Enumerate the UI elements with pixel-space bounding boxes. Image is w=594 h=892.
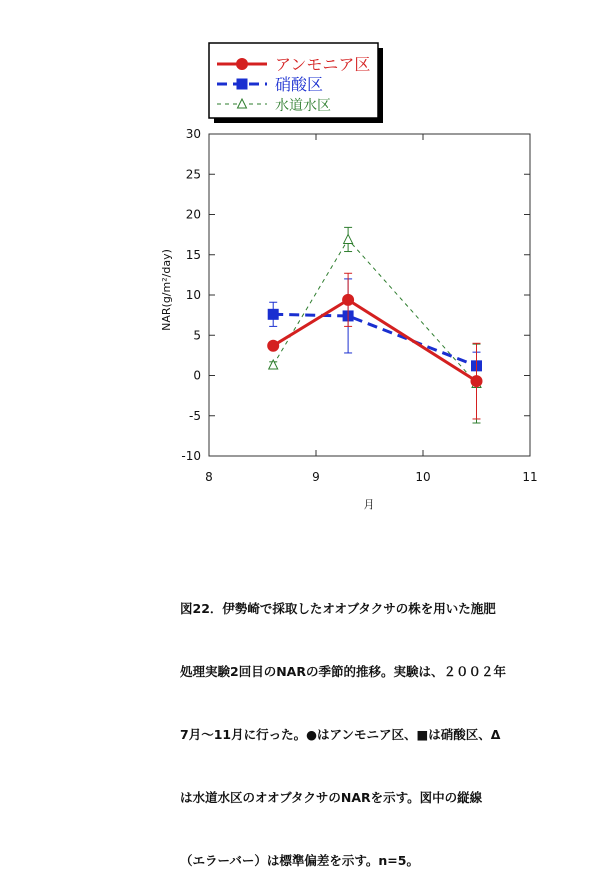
legend-label: 硝酸区 [275, 75, 324, 94]
y-tick-label: 5 [193, 328, 201, 343]
series-line [273, 300, 476, 381]
y-tick-label: 0 [193, 368, 201, 383]
y-tick-label: 15 [185, 247, 201, 262]
legend-label: 水道水区 [275, 98, 331, 114]
y-tick-label: 30 [185, 127, 201, 141]
plot-frame [209, 134, 530, 456]
series-line [273, 314, 476, 366]
x-tick-label: 9 [312, 470, 320, 484]
y-tick-label: 25 [185, 167, 201, 182]
x-tick-label: 11 [522, 470, 538, 484]
y-tick-label: 10 [185, 288, 201, 302]
data-point [344, 234, 353, 243]
series-layer [268, 227, 482, 423]
caption-line: 図22．伊勢崎で採取したオオブタクサの株を用いた施肥 [180, 601, 496, 616]
series-0 [268, 273, 482, 419]
data-point [268, 340, 279, 351]
figure-caption [180, 556, 580, 892]
data-point [471, 376, 482, 387]
caption-line: は水道水区のオオブタクサのNARを示す。図中の縦線 [180, 790, 483, 805]
legend [209, 43, 383, 123]
x-tick-label: 8 [205, 470, 213, 484]
y-tick-label: 20 [185, 207, 201, 222]
x-tick-label: 10 [415, 470, 431, 484]
y-tick-label: -10 [181, 449, 201, 463]
x-axis-label: 月 [363, 498, 375, 511]
y-tick-label: -5 [189, 408, 201, 423]
data-point [237, 79, 247, 89]
data-point [268, 309, 278, 319]
caption-line: 処理実験2回目のNARの季節的推移。実験は、２００２年 [180, 664, 506, 679]
y-axis-label: NAR(g/m²/day) [160, 249, 173, 331]
legend-label: アンモニア区 [275, 55, 371, 74]
data-point [237, 59, 248, 70]
caption-line: （エラーバー）は標準偏差を示す。n=5。 [180, 853, 419, 868]
data-point [343, 294, 354, 305]
caption-line: 7月～11月に行った。●はアンモニア区、■は硝酸区、Δ [180, 727, 501, 742]
